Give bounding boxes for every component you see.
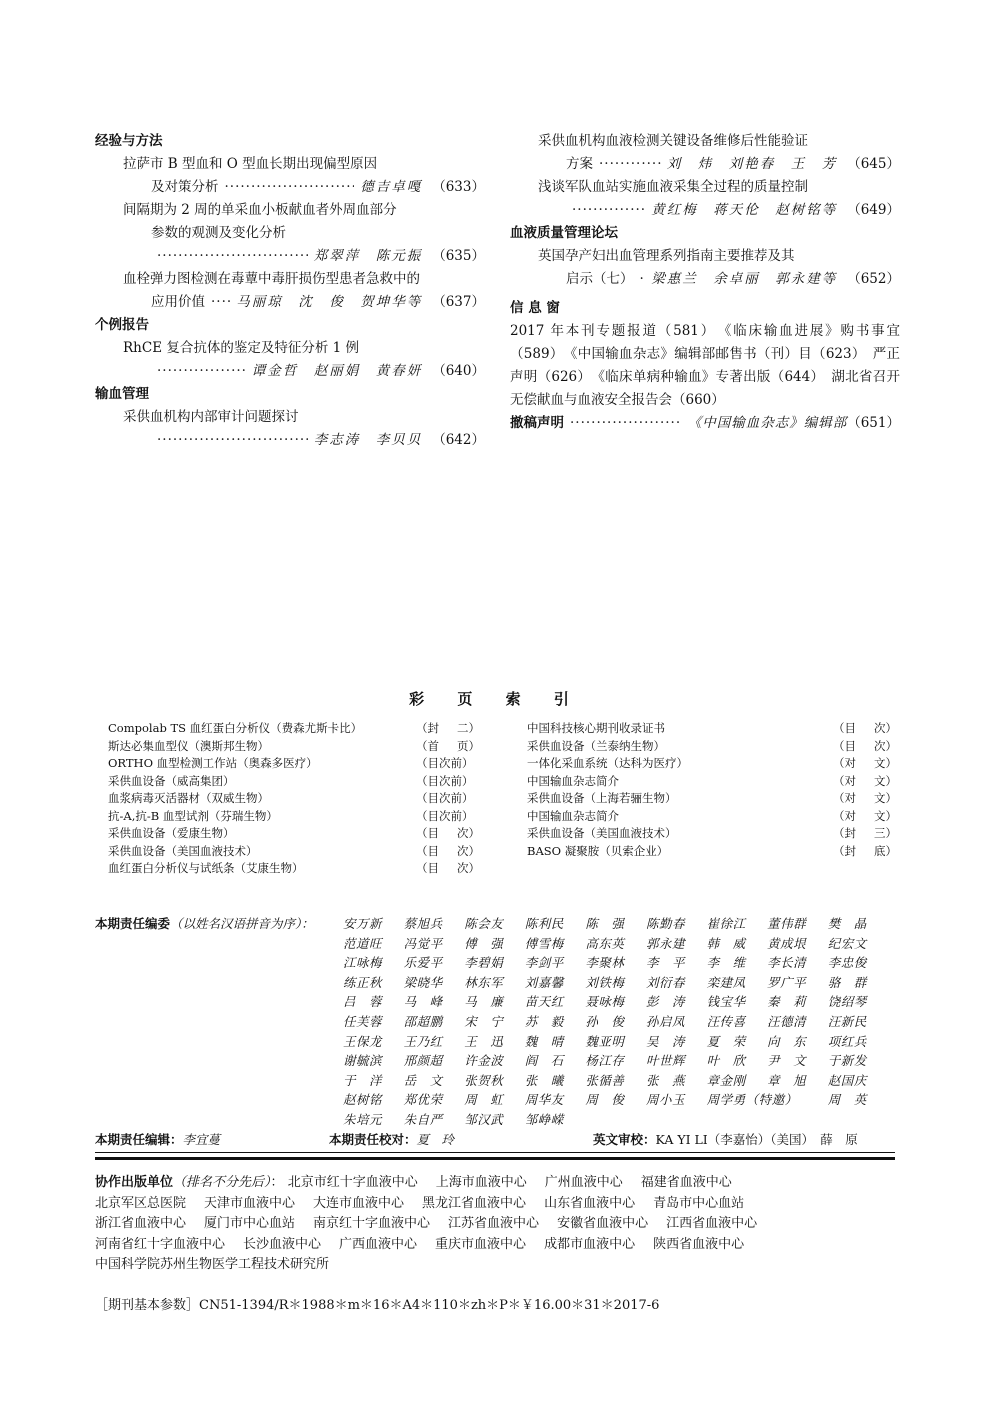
color-index-name: 中国科技核心期刊收录证书 xyxy=(527,721,665,735)
editor-name: 赵国庆 xyxy=(827,1072,867,1088)
editor-name: 任芙蓉 xyxy=(343,1013,383,1029)
editor-name: 聂咏梅 xyxy=(585,994,625,1010)
editor-name: 彭 涛 xyxy=(645,994,685,1010)
editor-name: 林东军 xyxy=(464,974,504,990)
co-publishers-first-row: 协作出版单位（排名不分先后）： 北京市红十字血液中心 上海市血液中心 广州血液中心 福建省血液中心 xyxy=(95,1175,732,1190)
editor-name: 孙启凤 xyxy=(645,1013,685,1029)
color-index-item[interactable] xyxy=(108,755,480,773)
retraction-notice[interactable] xyxy=(510,412,900,435)
editor-name: 苗天红 xyxy=(524,994,564,1010)
editor-name: 马 峰 xyxy=(403,994,443,1010)
toc-title-tail: 应用价值 xyxy=(151,294,205,310)
color-index-name: BASO 凝聚胺（贝索企业） xyxy=(527,843,669,858)
editor-name xyxy=(828,1110,889,1130)
editor-name: 周华友 xyxy=(524,1092,564,1108)
editor-name: 陈会友 xyxy=(464,916,504,931)
co-publisher: 大连市血液中心 xyxy=(313,1195,405,1211)
editor-name: 朱培元 xyxy=(343,1111,383,1127)
editor-name: 项红兵 xyxy=(827,1033,867,1049)
divider-thick xyxy=(95,1157,895,1160)
editor-name: 许金波 xyxy=(464,1053,504,1069)
editor-name: 纪宏文 xyxy=(827,935,867,951)
editor-name: 王保龙 xyxy=(343,1033,383,1049)
editor-name: 练正秋 xyxy=(343,974,383,990)
editor-name xyxy=(767,1110,828,1130)
color-index-position: （封 三） xyxy=(833,826,897,840)
params-label: ［期刊基本参数］ xyxy=(95,1298,200,1313)
editor-name: 周学勇（特邀） xyxy=(706,1092,798,1108)
editor-name: 黄成垠 xyxy=(767,935,807,951)
color-index-name: 血浆病毒灭活器材（双威生物） xyxy=(108,791,269,805)
editor-name: 阎 石 xyxy=(524,1053,564,1069)
editor-name: 马 廉 xyxy=(464,994,504,1010)
leader-dots xyxy=(225,176,355,199)
color-index-name: 采供血设备（美国血液技术） xyxy=(108,843,258,858)
toc-authors: 郑翠萍 陈元振 xyxy=(313,248,423,264)
toc-authors: 德吉卓嘎 xyxy=(360,179,423,195)
co-publisher: 长沙血液中心 xyxy=(243,1236,322,1252)
co-publisher: 安徽省血液中心 xyxy=(557,1216,649,1231)
editor-name: 向 东 xyxy=(767,1033,807,1049)
toc-article-entry[interactable] xyxy=(510,153,900,176)
toc-article-title[interactable]: 采供血机构内部审计问题探讨 xyxy=(123,409,299,425)
color-index-item[interactable] xyxy=(108,790,480,808)
color-index-name: 采供血设备（兰泰纳生物） xyxy=(527,738,665,753)
color-index-position: （封 底） xyxy=(833,843,897,858)
toc-page-number: （635） xyxy=(432,248,485,264)
color-index-item[interactable] xyxy=(108,773,480,791)
co-publisher: 福建省血液中心 xyxy=(640,1175,732,1190)
co-publisher: 天津市血液中心 xyxy=(204,1195,296,1211)
toc-authors: 黄红梅 蒋天伦 赵树铭等 xyxy=(651,202,838,218)
toc-page-number: （642） xyxy=(432,432,485,448)
editor-name: 钱宝华 xyxy=(706,994,746,1010)
toc-authors: 梁惠兰 余卓丽 郭永建等 xyxy=(651,271,838,287)
params-value: CN51-1394/R＊1988＊m＊16＊A4＊110＊zh＊P＊￥16.00＊31＊2017-6 xyxy=(199,1298,660,1313)
toc-section-heading: 输血管理 xyxy=(95,386,149,402)
color-index-name: 采供血设备（爱康生物） xyxy=(108,826,235,840)
editor-name: 尹 文 xyxy=(767,1053,807,1069)
toc-article-title[interactable]: 采供血机构血液检测关键设备维修后性能验证 xyxy=(538,133,808,149)
toc-article-title[interactable]: 拉萨市 B 型血和 O 型血长期出现偏型原因 xyxy=(123,156,378,172)
editor-name: 叶世辉 xyxy=(645,1053,685,1069)
co-publishers-row xyxy=(95,1214,895,1235)
editor-name: 范道旺 xyxy=(343,935,383,951)
editor-name: 叶 欣 xyxy=(706,1053,746,1069)
toc-article-title[interactable]: 血栓弹力图检测在毒蕈中毒肝损伤型患者急救中的 xyxy=(123,271,420,287)
toc-page-number: （633） xyxy=(432,179,485,195)
editor-name: 吴 涛 xyxy=(645,1033,685,1049)
toc-authors: 马丽琼 沈 俊 贺坤华等 xyxy=(236,294,423,310)
editor-name: 魏 晴 xyxy=(524,1033,564,1049)
toc-article-title[interactable]: RhCE 复合抗体的鉴定及特征分析 1 例 xyxy=(123,340,360,356)
editor-name: 李聚林 xyxy=(585,955,625,971)
co-publishers-row xyxy=(95,1255,895,1276)
editor-name: 冯觉平 xyxy=(403,935,443,951)
co-publisher: 南京红十字血液中心 xyxy=(313,1216,431,1231)
toc-section-heading: 信 息 窗 xyxy=(510,300,560,316)
color-index-item[interactable] xyxy=(108,808,480,826)
responsible-proofreader: 本期责任校对：夏 玲 xyxy=(329,1132,455,1147)
editor-name: 汪传喜 xyxy=(706,1013,746,1029)
co-publisher: 广西血液中心 xyxy=(339,1236,418,1252)
color-index-name: 采供血设备（美国血液技术） xyxy=(527,826,677,840)
editor-name: 邢颜超 xyxy=(403,1053,443,1069)
editor-name: 张 燕 xyxy=(645,1072,685,1088)
editor-name: 刘嘉馨 xyxy=(524,974,564,990)
toc-right-column xyxy=(510,130,900,435)
toc-title-tail: 及对策分析 xyxy=(151,179,219,195)
color-index-name: ORTHO 血型检测工作站（奥森多医疗） xyxy=(108,756,318,770)
toc-page-number: （645） xyxy=(847,156,900,172)
toc-article-entry[interactable] xyxy=(510,268,900,291)
editors-names xyxy=(343,914,889,1130)
color-index-position: （目次前） xyxy=(416,791,474,805)
editor-name: 孙 俊 xyxy=(585,1013,625,1029)
color-index-name: 一体化采血系统（达科为医疗） xyxy=(527,756,688,770)
editor-name: 王乃红 xyxy=(403,1033,443,1049)
retraction-label: 撤稿声明 xyxy=(510,415,564,431)
editor-name: 刘衍春 xyxy=(645,974,685,990)
toc-title-tail: 方案 xyxy=(566,156,593,172)
editor-name: 宋 宁 xyxy=(464,1013,504,1029)
co-publisher: 重庆市血液中心 xyxy=(435,1236,527,1252)
color-index-item[interactable] xyxy=(108,720,480,738)
color-index-name: 斯达必集血型仪（澳斯邦生物） xyxy=(108,738,269,753)
editor-name: 岳 文 xyxy=(403,1072,443,1088)
co-publisher: 山东省血液中心 xyxy=(544,1195,636,1211)
divider-thin xyxy=(95,1152,895,1153)
editor-name: 陈勤春 xyxy=(645,916,685,931)
toc-article-title[interactable]: 浅谈军队血站实施血液采集全过程的质量控制 xyxy=(538,179,808,195)
color-index-name: 血红蛋白分析仪与试纸条（艾康生物） xyxy=(108,861,304,875)
color-index-position: （封 二） xyxy=(416,721,480,735)
leader-dots xyxy=(157,429,308,452)
leader-dots xyxy=(157,245,308,268)
editor-name: 谢毓滨 xyxy=(343,1053,383,1069)
editor-name: 周小玉 xyxy=(645,1092,685,1108)
editor-name: 章金刚 xyxy=(706,1072,746,1088)
color-index-position: （对 文） xyxy=(833,756,897,770)
editor-name: 汪新民 xyxy=(827,1013,867,1029)
editor-name: 张贺秋 xyxy=(464,1072,504,1088)
color-index-position: （首 页） xyxy=(416,738,480,753)
editor-name: 江咏梅 xyxy=(343,955,383,971)
editor-name: 邵超鹏 xyxy=(403,1013,443,1029)
editor-name: 王 迅 xyxy=(464,1033,504,1049)
editor-name xyxy=(707,1110,768,1130)
color-index-position: （目 次） xyxy=(833,738,897,753)
editor-name: 骆 群 xyxy=(827,974,867,990)
editor-name: 安万新 xyxy=(343,916,383,931)
leader-dots xyxy=(570,412,682,435)
editor-name: 郑优荣 xyxy=(403,1092,443,1108)
co-publishers xyxy=(95,1173,895,1276)
color-index-left xyxy=(108,720,480,878)
responsible-editor: 本期责任编辑：李宜蔓 xyxy=(95,1132,221,1147)
color-index-item[interactable] xyxy=(108,860,480,878)
color-index-position: （目次前） xyxy=(416,808,474,823)
co-publisher: 中国科学院苏州生物医学工程技术研究所 xyxy=(95,1257,330,1272)
color-index-position: （目次前） xyxy=(416,773,474,788)
toc-article-entry[interactable] xyxy=(95,360,485,383)
editor-name: 陈 强 xyxy=(585,916,625,931)
editor-name: 朱自严 xyxy=(403,1111,443,1127)
editor-name: 张 曦 xyxy=(524,1072,564,1088)
toc-authors: 刘 炜 刘艳春 王 芳 xyxy=(666,156,838,172)
leader-dots xyxy=(572,199,645,222)
co-publisher: 江苏省血液中心 xyxy=(448,1216,540,1231)
color-index-item[interactable] xyxy=(527,720,897,738)
info-window-text: 2017 年本刊专题报道（581） 《临床输血进展》购书事宜（589） 《中国输血杂志》编辑部邮售书（刊）目（623） 严正声明（626） 《临床单病种输血》专著出版（644） 湖北省召开无偿献血与血液安全报告会（660） xyxy=(510,323,900,408)
editor-name: 乐爱平 xyxy=(403,955,443,971)
color-index-item[interactable] xyxy=(108,843,480,861)
editor-name: 杨江存 xyxy=(585,1053,625,1069)
toc-article-entry[interactable] xyxy=(95,429,485,452)
color-index-item[interactable] xyxy=(108,738,480,756)
color-index-position: （目 次） xyxy=(416,861,480,875)
editor-name: 周 虹 xyxy=(464,1092,504,1108)
toc-authors: 李志涛 李贝贝 xyxy=(313,432,423,448)
color-index-position: （目 次） xyxy=(833,721,897,735)
toc-page-number: （640） xyxy=(432,363,485,379)
co-publisher: 陕西省血液中心 xyxy=(653,1236,745,1252)
editor-name: 傅 强 xyxy=(464,935,504,951)
editor-name: 夏 荣 xyxy=(706,1033,746,1049)
editor-name: 刘铁梅 xyxy=(585,974,625,990)
color-index-position: （对 文） xyxy=(833,808,897,823)
co-publishers-row xyxy=(95,1235,895,1256)
toc-page-number: （649） xyxy=(847,202,900,218)
editor-name xyxy=(646,1110,707,1130)
leader-dots xyxy=(640,268,646,291)
leader-dots xyxy=(211,291,230,314)
editor-name: 吕 蓉 xyxy=(343,994,383,1010)
color-index-item[interactable] xyxy=(527,790,897,808)
color-index-name: 采供血设备（上海若骊生物） xyxy=(527,791,677,805)
toc-article-entry[interactable] xyxy=(95,176,485,199)
editor-name: 韩 威 xyxy=(706,935,746,951)
color-index-position: （目 次） xyxy=(416,826,480,840)
editor-name: 李剑平 xyxy=(524,955,564,971)
color-index-item[interactable] xyxy=(527,738,897,756)
editor-name: 傅雪梅 xyxy=(524,935,564,951)
toc-authors: 谭金哲 赵丽娟 黄春妍 xyxy=(251,363,423,379)
editor-name: 汪德清 xyxy=(767,1013,807,1029)
editor-name: 蔡旭兵 xyxy=(403,916,443,931)
leader-dots xyxy=(599,153,661,176)
color-index-item[interactable] xyxy=(108,825,480,843)
co-publisher: 北京军区总医院 xyxy=(95,1195,187,1211)
editor-name: 栾建凤 xyxy=(706,974,746,990)
editor-name: 周 英 xyxy=(827,1092,867,1108)
editor-name: 赵树铭 xyxy=(343,1092,383,1108)
editor-name: 李忠俊 xyxy=(827,955,867,971)
toc-left-column xyxy=(95,130,485,452)
co-publisher: 成都市血液中心 xyxy=(544,1236,636,1252)
color-index-name: 抗-A,抗-B 血型试剂（芬瑞生物） xyxy=(108,808,278,823)
editor-name: 饶绍琴 xyxy=(827,994,867,1010)
co-publisher: 上海市血液中心 xyxy=(435,1175,527,1190)
co-publisher: 广州血液中心 xyxy=(544,1175,623,1190)
toc-page-number: （637） xyxy=(432,294,485,310)
editor-name: 邹汉武 xyxy=(464,1111,504,1127)
color-index-name: 中国输血杂志简介 xyxy=(527,808,619,823)
editor-name: 崔徐江 xyxy=(706,916,746,931)
editor-name: 高东英 xyxy=(585,935,625,951)
co-publisher: 厦门市中心血站 xyxy=(204,1216,296,1231)
editors-label: 本期责任编委（以姓名汉语拼音为序）： xyxy=(95,916,314,931)
co-publisher: 河南省红十字血液中心 xyxy=(95,1236,226,1252)
retraction-page: （651） xyxy=(847,415,900,431)
editor-name: 魏亚明 xyxy=(585,1033,625,1049)
editor-name: 李 维 xyxy=(706,955,746,971)
english-reviewer: 英文审校：KA YI LI（李嘉怡）（美国） 薛 原 xyxy=(593,1132,858,1147)
color-index-name: 采供血设备（威高集团） xyxy=(108,773,235,788)
editor-name: 梁晓华 xyxy=(403,974,443,990)
editor-name: 陈利民 xyxy=(524,916,564,931)
editor-name: 张循善 xyxy=(585,1072,625,1088)
co-publisher: 北京市红十字血液中心 xyxy=(287,1175,418,1190)
editor-name: 郭永建 xyxy=(645,935,685,951)
color-index-name: 中国输血杂志简介 xyxy=(527,773,619,788)
editor-name: 李碧娟 xyxy=(464,955,504,971)
editor-name xyxy=(585,1110,646,1130)
toc-article-entry[interactable] xyxy=(95,245,485,268)
editor-name: 邹峥嵘 xyxy=(524,1111,564,1127)
editor-name: 苏 毅 xyxy=(524,1013,564,1029)
toc-section-heading: 个例报告 xyxy=(95,317,149,333)
co-publishers-row xyxy=(95,1194,895,1215)
editor-name: 李长清 xyxy=(767,955,807,971)
editor-name: 于新发 xyxy=(827,1053,867,1069)
color-index-position: （目次前） xyxy=(416,756,474,770)
color-index-right xyxy=(527,720,897,860)
editor-name: 董伟群 xyxy=(767,916,807,931)
editor-name: 章 旭 xyxy=(767,1072,807,1088)
toc-article-title[interactable]: 间隔期为 2 周的单采血小板献血者外周血部分 xyxy=(123,202,397,218)
color-index-name: Compolab TS 血红蛋白分析仪（费森尤斯卡比） xyxy=(108,721,363,735)
color-index-position: （对 文） xyxy=(833,773,897,788)
toc-article-entry[interactable] xyxy=(510,199,900,222)
editor-name: 周 俊 xyxy=(585,1092,625,1108)
toc-section-heading: 经验与方法 xyxy=(95,133,163,149)
co-publisher: 黑龙江省血液中心 xyxy=(422,1195,527,1211)
toc-article-entry[interactable] xyxy=(95,291,485,314)
toc-article-title[interactable]: 参数的观测及变化分析 xyxy=(151,225,286,241)
toc-page-number: （652） xyxy=(847,271,900,287)
toc-title-tail: 启示（七） xyxy=(566,271,634,287)
journal-params xyxy=(95,1294,659,1313)
color-index-position: （目 次） xyxy=(416,843,480,858)
editor-name: 罗广平 xyxy=(767,974,807,990)
leader-dots xyxy=(157,360,246,383)
editor-name: 于 洋 xyxy=(343,1072,383,1088)
color-index-title: 彩 页 索 引 xyxy=(409,690,583,708)
co-publisher: 江西省血液中心 xyxy=(666,1216,758,1231)
toc-section-heading: 血液质量管理论坛 xyxy=(510,225,618,241)
editor-name: 秦 莉 xyxy=(767,994,807,1010)
color-index-position: （对 文） xyxy=(833,791,897,805)
editor-name: 樊 晶 xyxy=(827,916,867,931)
color-index-item[interactable] xyxy=(527,773,897,791)
color-index-item[interactable] xyxy=(527,843,897,861)
co-publisher: 青岛市中心血站 xyxy=(653,1195,745,1211)
color-index-item[interactable] xyxy=(527,808,897,826)
toc-article-title[interactable]: 英国孕产妇出血管理系列指南主要推荐及其 xyxy=(538,248,795,264)
color-index-item[interactable] xyxy=(527,755,897,773)
editor-name: 李 平 xyxy=(645,955,685,971)
retraction-author: 《中国输血杂志》编辑部 xyxy=(687,415,848,431)
co-publisher: 浙江省血液中心 xyxy=(95,1216,187,1231)
color-index-item[interactable] xyxy=(527,825,897,843)
